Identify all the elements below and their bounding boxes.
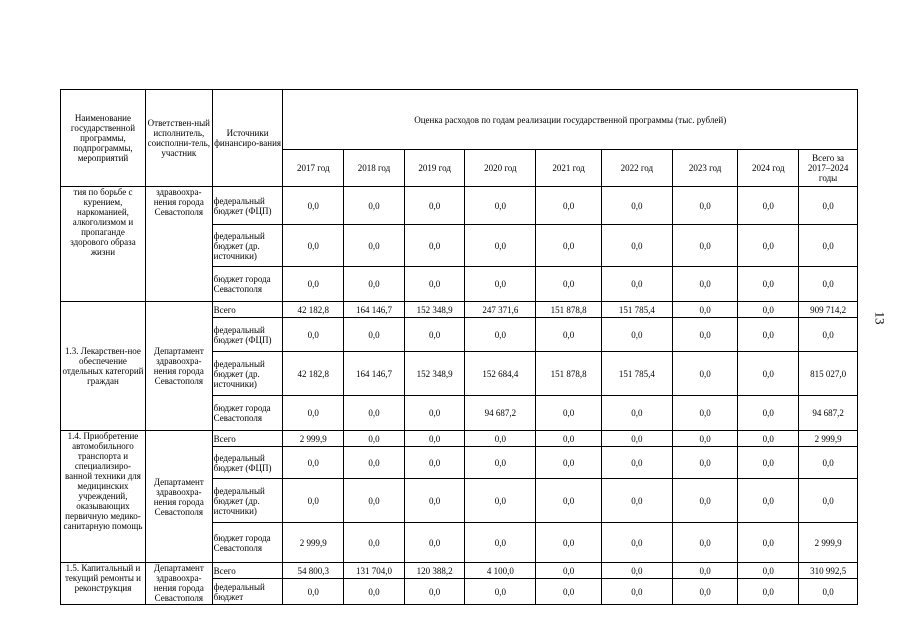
value-cell: 0,0: [799, 447, 858, 479]
value-cell: 0,0: [404, 579, 465, 605]
value-cell: 164 146,7: [344, 352, 405, 396]
value-cell: 0,0: [672, 187, 738, 225]
value-cell: 151 878,8: [536, 302, 602, 318]
value-cell: 0,0: [672, 523, 738, 563]
header-funding-source: Источники финансиро-вания: [212, 90, 283, 187]
value-cell: 0,0: [601, 267, 672, 302]
value-cell: 0,0: [344, 523, 405, 563]
value-cell: 0,0: [344, 396, 405, 431]
value-cell: 0,0: [672, 318, 738, 352]
value-cell: 0,0: [536, 563, 602, 579]
value-cell: 0,0: [283, 396, 344, 431]
responsible-executor: Департамент здравоохра-нения города Севастополя: [145, 563, 212, 605]
value-cell: 909 714,2: [799, 302, 858, 318]
value-cell: 0,0: [283, 318, 344, 352]
value-cell: 0,0: [344, 187, 405, 225]
value-cell: 164 146,7: [344, 302, 405, 318]
value-cell: 0,0: [465, 187, 536, 225]
value-cell: 0,0: [344, 447, 405, 479]
value-cell: 0,0: [672, 447, 738, 479]
value-cell: 0,0: [536, 523, 602, 563]
value-cell: 0,0: [404, 479, 465, 523]
value-cell: 0,0: [672, 352, 738, 396]
value-cell: 0,0: [738, 187, 799, 225]
value-cell: 0,0: [404, 396, 465, 431]
responsible-executor: Департамент здравоохра-нения города Севастополя: [145, 302, 212, 431]
value-cell: 0,0: [738, 563, 799, 579]
value-cell: 2 999,9: [283, 523, 344, 563]
value-cell: 0,0: [404, 187, 465, 225]
value-cell: 0,0: [404, 267, 465, 302]
program-name: 1.3. Лекарствен-ное обеспечение отдельных категорий граждан: [61, 302, 146, 431]
value-cell: 0,0: [404, 431, 465, 447]
funding-source: федеральный бюджет (ФЦП): [212, 318, 283, 352]
value-cell: 0,0: [738, 447, 799, 479]
program-name: тия по борьбе с курением, наркоманией, алкоголизмом и пропаганде здорового образа жизни: [61, 187, 146, 302]
value-cell: 151 785,4: [601, 302, 672, 318]
value-cell: 0,0: [344, 267, 405, 302]
value-cell: 0,0: [283, 225, 344, 267]
value-cell: 0,0: [601, 318, 672, 352]
funding-source: бюджет города Севастополя: [212, 267, 283, 302]
value-cell: 2 999,9: [799, 431, 858, 447]
value-cell: 0,0: [404, 447, 465, 479]
funding-source: федеральный бюджет (др. источники): [212, 352, 283, 396]
value-cell: 0,0: [465, 225, 536, 267]
value-cell: 0,0: [799, 225, 858, 267]
funding-source: Всего: [212, 302, 283, 318]
value-cell: 54 800,3: [283, 563, 344, 579]
value-cell: 2 999,9: [283, 431, 344, 447]
value-cell: 0,0: [465, 579, 536, 605]
funding-source: бюджет города Севастополя: [212, 396, 283, 431]
value-cell: 120 388,2: [404, 563, 465, 579]
value-cell: 0,0: [344, 579, 405, 605]
value-cell: 0,0: [799, 318, 858, 352]
header-year: 2022 год: [601, 150, 672, 187]
funding-source: бюджет города Севастополя: [212, 523, 283, 563]
header-year: 2019 год: [404, 150, 465, 187]
value-cell: 0,0: [536, 318, 602, 352]
value-cell: 0,0: [283, 479, 344, 523]
value-cell: 42 182,8: [283, 352, 344, 396]
value-cell: 0,0: [536, 579, 602, 605]
value-cell: 0,0: [536, 396, 602, 431]
value-cell: 152 684,4: [465, 352, 536, 396]
value-cell: 0,0: [601, 447, 672, 479]
value-cell: 0,0: [799, 267, 858, 302]
value-cell: 0,0: [404, 523, 465, 563]
value-cell: 0,0: [465, 447, 536, 479]
value-cell: 0,0: [672, 267, 738, 302]
funding-source: федеральный бюджет (др. источники): [212, 479, 283, 523]
value-cell: 0,0: [799, 579, 858, 605]
value-cell: 0,0: [465, 479, 536, 523]
header-year: 2017 год: [283, 150, 344, 187]
value-cell: 0,0: [404, 318, 465, 352]
value-cell: 0,0: [404, 225, 465, 267]
value-cell: 0,0: [738, 318, 799, 352]
program-name: 1.4. Приобретение автомобильного транспорта и специализиро-ванной техники для медицинских учреждений, оказывающих первичную медико-санитарную помощь: [61, 431, 146, 563]
value-cell: 94 687,2: [799, 396, 858, 431]
value-cell: 0,0: [672, 431, 738, 447]
value-cell: 0,0: [601, 225, 672, 267]
value-cell: 94 687,2: [465, 396, 536, 431]
table-row: [61, 431, 858, 447]
value-cell: 815 027,0: [799, 352, 858, 396]
page-number: 13: [872, 311, 888, 325]
value-cell: 0,0: [799, 479, 858, 523]
budget-table: [60, 89, 858, 605]
value-cell: 0,0: [344, 225, 405, 267]
responsible-executor: Департамент здравоохра-нения города Севастополя: [145, 431, 212, 563]
value-cell: 2 999,9: [799, 523, 858, 563]
value-cell: 0,0: [536, 187, 602, 225]
value-cell: 4 100,0: [465, 563, 536, 579]
value-cell: 42 182,8: [283, 302, 344, 318]
value-cell: 0,0: [738, 352, 799, 396]
value-cell: 0,0: [672, 579, 738, 605]
value-cell: 0,0: [738, 302, 799, 318]
value-cell: 0,0: [536, 431, 602, 447]
value-cell: 151 785,4: [601, 352, 672, 396]
table-row: [61, 187, 858, 225]
table-row: [61, 302, 858, 318]
value-cell: 0,0: [672, 479, 738, 523]
header-responsible: Ответствен-ный исполнитель, соисполни-тель, участник: [145, 90, 212, 187]
funding-source: федеральный бюджет: [212, 579, 283, 605]
value-cell: 0,0: [601, 396, 672, 431]
value-cell: 151 878,8: [536, 352, 602, 396]
value-cell: 0,0: [738, 523, 799, 563]
value-cell: 0,0: [283, 267, 344, 302]
value-cell: 152 348,9: [404, 352, 465, 396]
value-cell: 0,0: [344, 318, 405, 352]
responsible-executor: здравоохра-нения города Севастополя: [145, 187, 212, 302]
value-cell: 0,0: [465, 523, 536, 563]
value-cell: 0,0: [601, 479, 672, 523]
value-cell: 0,0: [601, 563, 672, 579]
header-program-name: Наименование государственной программы, подпрограммы, мероприятий: [61, 90, 146, 187]
header-year: 2020 год: [465, 150, 536, 187]
value-cell: 0,0: [601, 187, 672, 225]
funding-source: федеральный бюджет (ФЦП): [212, 187, 283, 225]
value-cell: 0,0: [799, 187, 858, 225]
value-cell: 0,0: [536, 479, 602, 523]
value-cell: 0,0: [672, 302, 738, 318]
value-cell: 0,0: [536, 447, 602, 479]
value-cell: 0,0: [738, 267, 799, 302]
value-cell: 0,0: [738, 479, 799, 523]
value-cell: 0,0: [738, 579, 799, 605]
value-cell: 0,0: [283, 579, 344, 605]
table-row: [61, 563, 858, 579]
value-cell: 0,0: [465, 431, 536, 447]
value-cell: 0,0: [672, 563, 738, 579]
program-name: 1.5. Капитальный и текущий ремонты и реконструкция: [61, 563, 146, 605]
value-cell: 0,0: [465, 318, 536, 352]
value-cell: 131 704,0: [344, 563, 405, 579]
value-cell: 0,0: [738, 431, 799, 447]
value-cell: 0,0: [672, 225, 738, 267]
value-cell: 0,0: [738, 396, 799, 431]
value-cell: 0,0: [601, 579, 672, 605]
funding-source: Всего: [212, 431, 283, 447]
value-cell: 0,0: [536, 225, 602, 267]
funding-source: Всего: [212, 563, 283, 579]
value-cell: 0,0: [465, 267, 536, 302]
value-cell: 0,0: [283, 447, 344, 479]
value-cell: 152 348,9: [404, 302, 465, 318]
funding-source: федеральный бюджет (ФЦП): [212, 447, 283, 479]
value-cell: 0,0: [672, 396, 738, 431]
header-year: 2023 год: [672, 150, 738, 187]
value-cell: 247 371,6: [465, 302, 536, 318]
value-cell: 0,0: [601, 431, 672, 447]
header-estimate: Оценка расходов по годам реализации государственной программы (тыс. рублей): [283, 90, 858, 150]
funding-source: федеральный бюджет (др. источники): [212, 225, 283, 267]
value-cell: 0,0: [738, 225, 799, 267]
value-cell: 0,0: [344, 479, 405, 523]
header-year: Всего за 2017–2024 годы: [799, 150, 858, 187]
value-cell: 0,0: [283, 187, 344, 225]
header-year: 2024 год: [738, 150, 799, 187]
value-cell: 0,0: [344, 431, 405, 447]
value-cell: 310 992,5: [799, 563, 858, 579]
header-year: 2018 год: [344, 150, 405, 187]
value-cell: 0,0: [601, 523, 672, 563]
header-year: 2021 год: [536, 150, 602, 187]
value-cell: 0,0: [536, 267, 602, 302]
